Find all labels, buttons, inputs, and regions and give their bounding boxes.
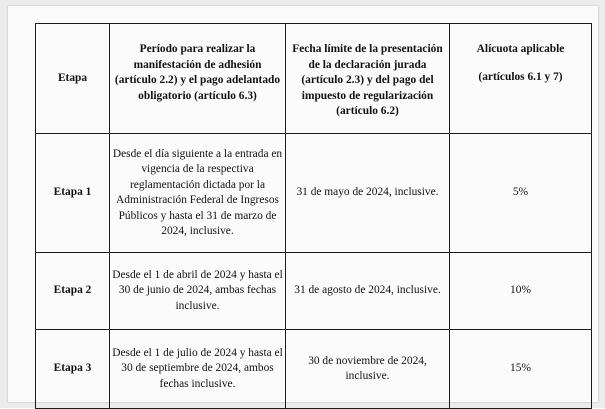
table-row (36, 253, 592, 330)
row-fecha-cell: 30 de noviembre de 2024, inclusive. (286, 330, 450, 409)
table-row (36, 330, 592, 409)
row-etapa-cell: Etapa 3 (36, 330, 110, 409)
header-etapa: Etapa (36, 24, 110, 134)
header-alicuota (450, 24, 592, 134)
row-alicuota-cell: 15% (450, 330, 592, 409)
row-fecha-cell: 31 de mayo de 2024, inclusive. (286, 134, 450, 253)
row-etapa-cell: Etapa 2 (36, 253, 110, 330)
header-alicuota-articles: (artículos 6.1 y 7) (478, 70, 563, 83)
header-fecha: Fecha límite de la presentación de la declaración jurada (artículo 2.3) y del pago del impuesto de regularización (artículo 6.2) (286, 24, 450, 134)
header-periodo: Período para realizar la manifestación de adhesión (artículo 2.2) y el pago adelantado obligatorio (artículo 6.3) (110, 24, 286, 134)
row-etapa-cell: Etapa 1 (36, 134, 110, 253)
row-periodo-cell: Desde el día siguiente a la entrada en vigencia de la respectiva reglamentación dictada por la Administración Federal de Ingresos Públicos y hasta el 31 de marzo de 2024, inclusive. (110, 134, 286, 253)
row-periodo-cell: Desde el 1 de abril de 2024 y hasta el 30 de junio de 2024, ambas fechas inclusive. (110, 253, 286, 330)
row-periodo-cell: Desde el 1 de julio de 2024 y hasta el 30 de septiembre de 2024, ambos fechas inclusive. (110, 330, 286, 409)
header-alicuota-title: Alícuota aplicable (476, 43, 565, 55)
stages-table (35, 23, 592, 409)
table-header-row (36, 24, 592, 134)
row-alicuota-cell: 10% (450, 253, 592, 330)
row-alicuota-cell: 5% (450, 134, 592, 253)
document-page (8, 6, 598, 402)
row-fecha-cell: 31 de agosto de 2024, inclusive. (286, 253, 450, 330)
table-row (36, 134, 592, 253)
